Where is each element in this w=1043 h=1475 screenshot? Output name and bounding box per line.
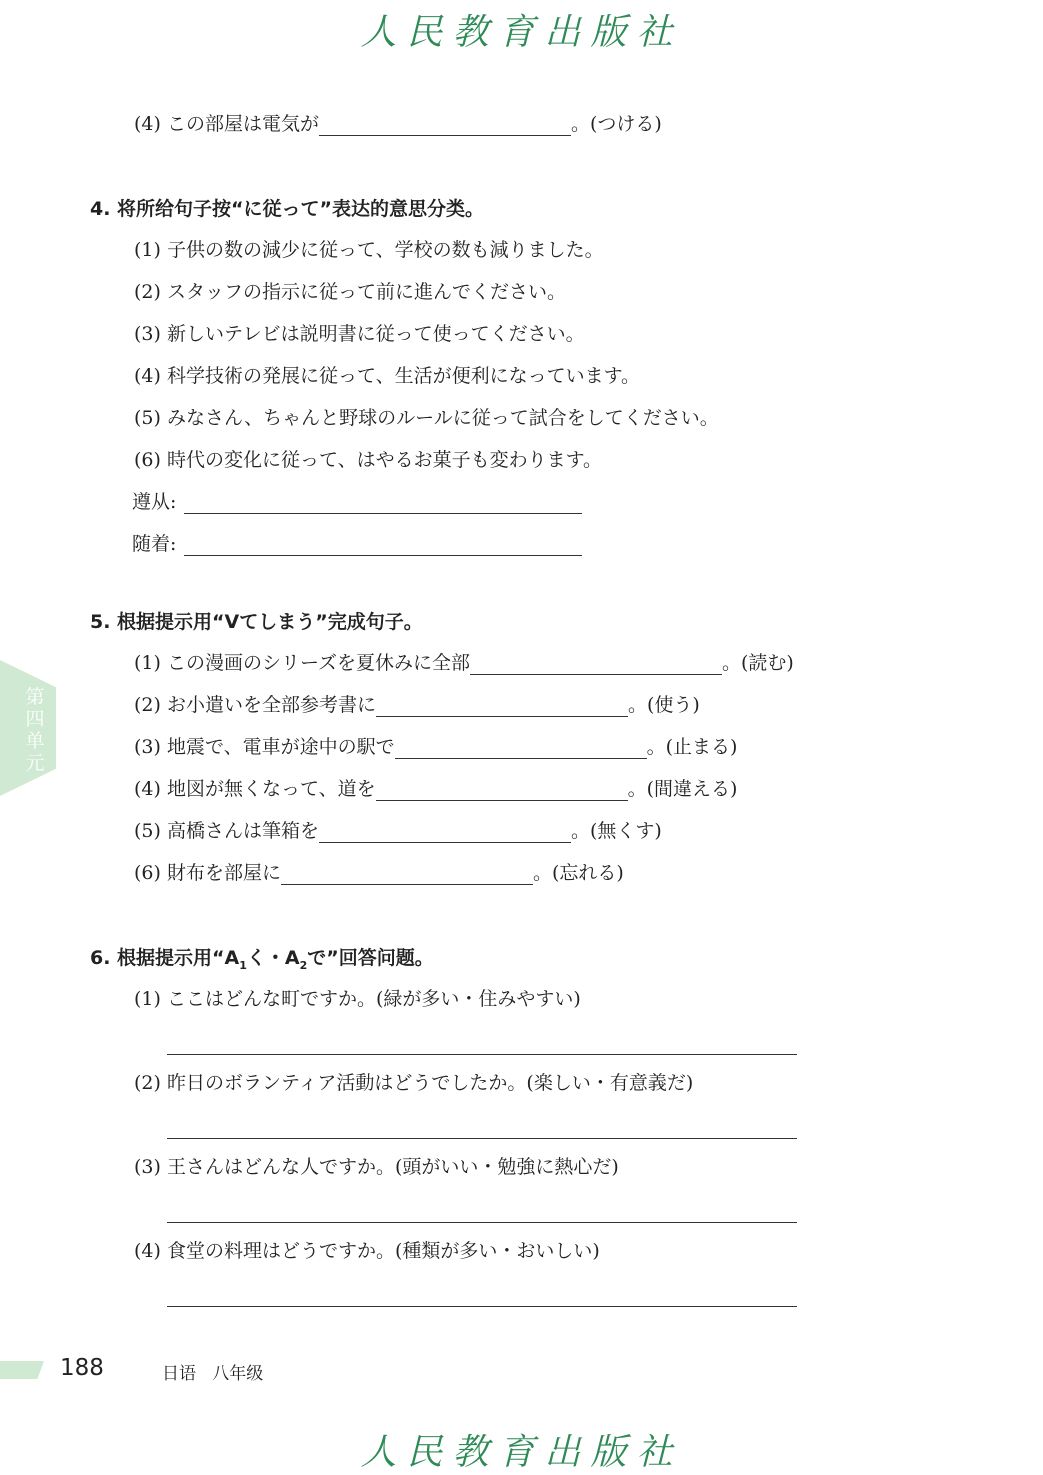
- q4-item-3: (3) 新しいテレビは説明書に従って使ってください。: [134, 323, 585, 345]
- q5-item-4-blank[interactable]: [376, 782, 628, 801]
- q6-heading-pre: 6. 根据提示用“A: [90, 947, 240, 969]
- q6-item-4: (4) 食堂の料理はどうですか。(種類が多い・おいしい): [134, 1240, 600, 1262]
- q5-item-1-blank[interactable]: [470, 656, 722, 675]
- q4-along-row: [132, 532, 582, 556]
- q6-heading-sub1: 1: [239, 958, 247, 972]
- q4-item-1: (1) 子供の数の減少に従って、学校の数も減りました。: [134, 239, 604, 261]
- q5-item-4-suffix: 。(間違える): [627, 778, 738, 800]
- unit-side-tab-label: 第四单元: [25, 686, 45, 774]
- q5-item-2-suffix: 。(使う): [627, 694, 700, 716]
- q5-item-6-suffix: 。(忘れる): [532, 862, 624, 884]
- q6-heading-sub2: 2: [299, 958, 308, 972]
- q4-follow-row: [132, 490, 582, 514]
- q5-item-4-prefix: (4) 地図が無くなって、道を: [134, 778, 376, 800]
- q6-answer-line-2[interactable]: [167, 1138, 797, 1139]
- q5-item-2-prefix: (2) お小遣いを全部参考書に: [134, 694, 376, 716]
- q4-along-label: 随着:: [132, 533, 177, 555]
- q5-item-4: [134, 777, 737, 801]
- q6-item-1: (1) ここはどんな町ですか。(緑が多い・住みやすい): [134, 988, 581, 1010]
- q5-item-1: [134, 651, 794, 675]
- q6-answer-line-1[interactable]: [167, 1054, 797, 1055]
- publisher-logo-bottom: 人民教育出版社: [360, 1432, 683, 1473]
- q3-item-4: [134, 112, 662, 136]
- q4-follow-label: 遵从:: [132, 491, 177, 513]
- q5-item-5-blank[interactable]: [319, 824, 571, 843]
- q4-heading: 4. 将所给句子按“に従って”表达的意思分类。: [90, 198, 485, 220]
- q5-item-1-prefix: (1) この漫画のシリーズを夏休みに全部: [134, 652, 471, 674]
- q6-heading: [90, 946, 434, 978]
- q6-item-3: (3) 王さんはどんな人ですか。(頭がいい・勉強に熱心だ): [134, 1156, 619, 1178]
- q5-item-6: [134, 861, 624, 885]
- page-number: 188: [60, 1355, 104, 1381]
- q4-item-6: (6) 時代の変化に従って、はやるお菓子も変わります。: [134, 449, 603, 471]
- book-title: 日语 八年级: [162, 1364, 264, 1384]
- q5-heading: 5. 根据提示用“Vてしまう”完成句子。: [90, 611, 423, 633]
- q4-item-5: (5) みなさん、ちゃんと野球のルールに従って試合をしてください。: [134, 407, 719, 429]
- q5-item-2: [134, 693, 700, 717]
- q4-item-4: (4) 科学技術の発展に従って、生活が便利になっています。: [134, 365, 641, 387]
- q5-item-5: [134, 819, 662, 843]
- q5-item-6-prefix: (6) 財布を部屋に: [134, 862, 281, 884]
- q5-item-5-suffix: 。(無くす): [570, 820, 662, 842]
- q6-answer-line-4[interactable]: [167, 1306, 797, 1307]
- q4-follow-blank[interactable]: [184, 495, 582, 514]
- q5-item-3-blank[interactable]: [395, 740, 647, 759]
- publisher-logo-top: 人民教育出版社: [360, 12, 683, 53]
- q5-item-3-prefix: (3) 地震で、電車が途中の駅で: [134, 736, 395, 758]
- q5-item-5-prefix: (5) 高橋さんは筆箱を: [134, 820, 319, 842]
- q6-heading-mid: く・A: [246, 947, 300, 969]
- q5-item-6-blank[interactable]: [281, 866, 533, 885]
- q5-item-2-blank[interactable]: [376, 698, 628, 717]
- q6-item-2: (2) 昨日のボランティア活動はどうでしたか。(楽しい・有意義だ): [134, 1072, 694, 1094]
- page-number-bar: [0, 1361, 44, 1379]
- q3-item-4-prefix: (4) この部屋は電気が: [134, 113, 319, 135]
- q3-item-4-blank[interactable]: [319, 117, 571, 136]
- q5-item-1-suffix: 。(読む): [722, 652, 794, 674]
- q6-heading-post: で”回答问题。: [307, 947, 434, 969]
- q3-item-4-suffix: 。(つける): [570, 113, 662, 135]
- q5-item-3-suffix: 。(止まる): [646, 736, 738, 758]
- q5-item-3: [134, 735, 737, 759]
- q6-answer-line-3[interactable]: [167, 1222, 797, 1223]
- q4-along-blank[interactable]: [184, 537, 582, 556]
- q4-item-2: (2) スタッフの指示に従って前に進んでください。: [134, 281, 566, 303]
